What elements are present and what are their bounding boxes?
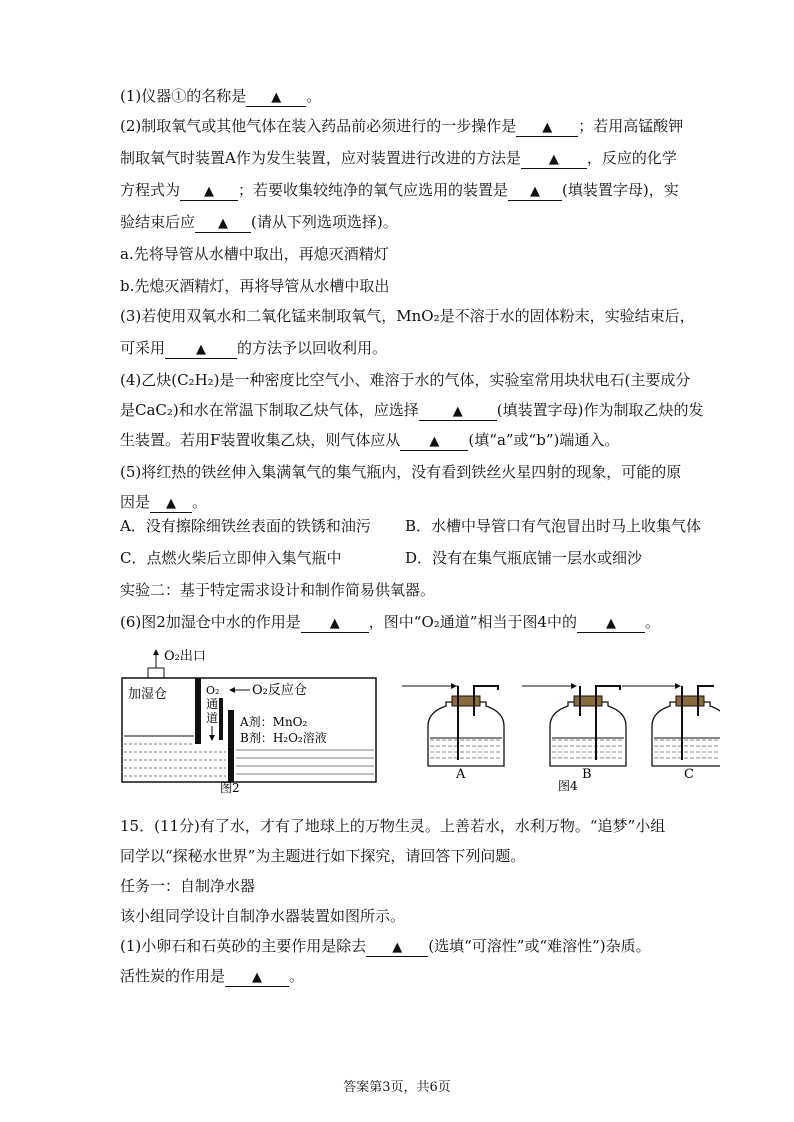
q5-option-b: B．水槽中导管口有气泡冒出时马上收集气体: [405, 517, 702, 535]
figure-2-caption: 图2: [220, 781, 240, 794]
line-q2opa: [120, 244, 389, 264]
text-segment: (1)仪器①的名称是: [120, 87, 247, 105]
text-segment: ，反应的化学: [586, 149, 677, 167]
line-q3b: [120, 338, 387, 359]
line-q6: [120, 612, 660, 633]
answer-blank[interactable]: ▲: [165, 342, 237, 359]
figure-2-diagram: [118, 644, 380, 794]
text-segment: 方程式为: [120, 181, 181, 199]
bottle-c: [622, 686, 720, 766]
answer-blank[interactable]: ▲: [516, 120, 578, 137]
text-segment: 。: [306, 87, 322, 105]
text-segment: (填装置字母)作为制取乙炔的发: [496, 401, 704, 419]
text-segment: 。: [192, 493, 208, 511]
text-segment: (4)乙炔(C₂H₂)是一种密度比空气小、难溶于水的气体，实验室常用块状电石(主要成分: [120, 371, 691, 389]
text-segment: (1)小卵石和石英砂的主要作用是除去: [120, 937, 367, 955]
text-segment: 的方法予以回收利用。: [237, 339, 388, 357]
text-segment: 任务一：自制净水器: [120, 877, 256, 895]
line-q2c: [120, 180, 679, 201]
line-exp2: [120, 580, 435, 600]
answer-blank[interactable]: ▲: [366, 940, 428, 957]
line-q15_1b: [120, 966, 304, 987]
line-q4a: [120, 370, 690, 390]
line-q5a: [120, 462, 681, 482]
line-q4b: [120, 400, 703, 421]
figure-4-caption: 图4: [558, 779, 578, 793]
text-segment: (3)若使用双氧水和二氧化锰来制取氧气，MnO₂是不溶于水的固体粉末，实验结束后，: [120, 307, 695, 325]
text-segment: (填“a”或“b”)端通入。: [468, 431, 620, 449]
answer-blank[interactable]: ▲: [246, 90, 306, 107]
text-segment: 该小组同学设计自制净水器装置如图所示。: [120, 907, 406, 925]
text-segment: (6)图2加湿仓中水的作用是: [120, 613, 301, 631]
text-segment: 。: [645, 613, 661, 631]
line-q2d: [120, 212, 398, 233]
text-segment: 因是: [120, 493, 151, 511]
line-task1: [120, 876, 255, 896]
q5-option-c: C．点燃火柴后立即伸入集气瓶中: [120, 549, 342, 567]
bottle-b: [522, 686, 626, 766]
text-segment: (请从下列选项选择)。: [251, 213, 398, 231]
answer-blank[interactable]: ▲: [577, 616, 645, 633]
text-segment: ，图中“O₂通道”相当于图4中的: [368, 613, 577, 631]
text-segment: 是CaC₂)和水在常温下制取乙炔气体，应选择: [120, 401, 419, 419]
bottle-a: [402, 686, 504, 766]
line-q15b: [120, 846, 525, 866]
answer-blank[interactable]: ▲: [301, 616, 369, 633]
figure-4-diagram: [400, 676, 720, 794]
o2-label: O₂: [206, 684, 220, 697]
line-q15_1a: [120, 936, 651, 957]
text-segment: 可采用: [120, 339, 166, 357]
text-segment: (2)制取氧气或其他气体在装入药品前必须进行的一步操作是: [120, 117, 517, 135]
text-segment: 同学以“探秘水世界”为主题进行如下探究，请回答下列问题。: [120, 847, 526, 865]
humidifier-label: 加湿仓: [128, 687, 168, 702]
channel-label-2: 道: [206, 711, 219, 725]
bottle-b-label: B: [582, 767, 592, 782]
text-segment: ；若要收集较纯净的氧气应选用的装置是: [238, 181, 509, 199]
q5-option-a: A．没有擦除细铁丝表面的铁锈和油污: [120, 517, 371, 535]
text-segment: a.先将导管从水槽中取出，再熄灭酒精灯: [120, 245, 389, 263]
text-segment: 制取氧气时装置A作为发生装置，应对装置进行改进的方法是: [120, 149, 521, 167]
text-segment: 活性炭的作用是: [120, 967, 226, 985]
line-intro: [120, 906, 405, 926]
text-segment: 15．(11分)有了水，才有了地球上的万物生灵。上善若水，水利万物。“追梦”小组: [120, 817, 666, 835]
text-segment: b.先熄灭酒精灯，再将导管从水槽中取出: [120, 277, 390, 295]
line-q4c: [120, 430, 619, 451]
answer-blank[interactable]: ▲: [150, 496, 192, 513]
bottle-c-label: C: [684, 767, 694, 782]
line-q5b: [120, 492, 207, 513]
line-q2a: [120, 116, 683, 137]
answer-blank[interactable]: ▲: [521, 152, 587, 169]
line-q2b: [120, 148, 677, 169]
line-q3a: [120, 306, 695, 326]
reagent-b-label: B剂：H₂O₂溶液: [240, 731, 327, 745]
text-segment: ；若用高锰酸钾: [578, 117, 684, 135]
answer-blank[interactable]: ▲: [180, 184, 238, 201]
page-footer: 答案第3页，共6页: [343, 1080, 451, 1095]
answer-blank[interactable]: ▲: [400, 434, 468, 451]
text-segment: (5)将红热的铁丝伸入集满氧气的集气瓶内，没有看到铁丝火星四射的现象，可能的原: [120, 463, 682, 481]
text-segment: 验结束后应: [120, 213, 196, 231]
answer-blank[interactable]: ▲: [195, 216, 251, 233]
text-segment: (填装置字母)，实: [562, 181, 679, 199]
text-segment: 实验二：基于特定需求设计和制作简易供氧器。: [120, 581, 436, 599]
line-q1: [120, 86, 321, 107]
answer-blank[interactable]: ▲: [419, 404, 497, 421]
answer-blank[interactable]: ▲: [225, 970, 289, 987]
line-q2opb: [120, 276, 389, 296]
reagent-a-label: A剂：MnO₂: [240, 715, 308, 729]
answer-blank[interactable]: ▲: [508, 184, 562, 201]
text-segment: 生装置。若用F装置收集乙炔，则气体应从: [120, 431, 401, 449]
reaction-chamber-label: O₂反应仓: [252, 683, 307, 698]
o2-outlet-label: O₂出口: [164, 649, 206, 664]
channel-label-1: 通: [206, 697, 219, 711]
bottle-a-label: A: [456, 767, 466, 782]
text-segment: 。: [289, 967, 305, 985]
q5-option-d: D．没有在集气瓶底铺一层水或细沙: [405, 549, 643, 567]
text-segment: (选填“可溶性”或“难溶性”)杂质。: [428, 937, 651, 955]
line-q15a: [120, 816, 665, 836]
